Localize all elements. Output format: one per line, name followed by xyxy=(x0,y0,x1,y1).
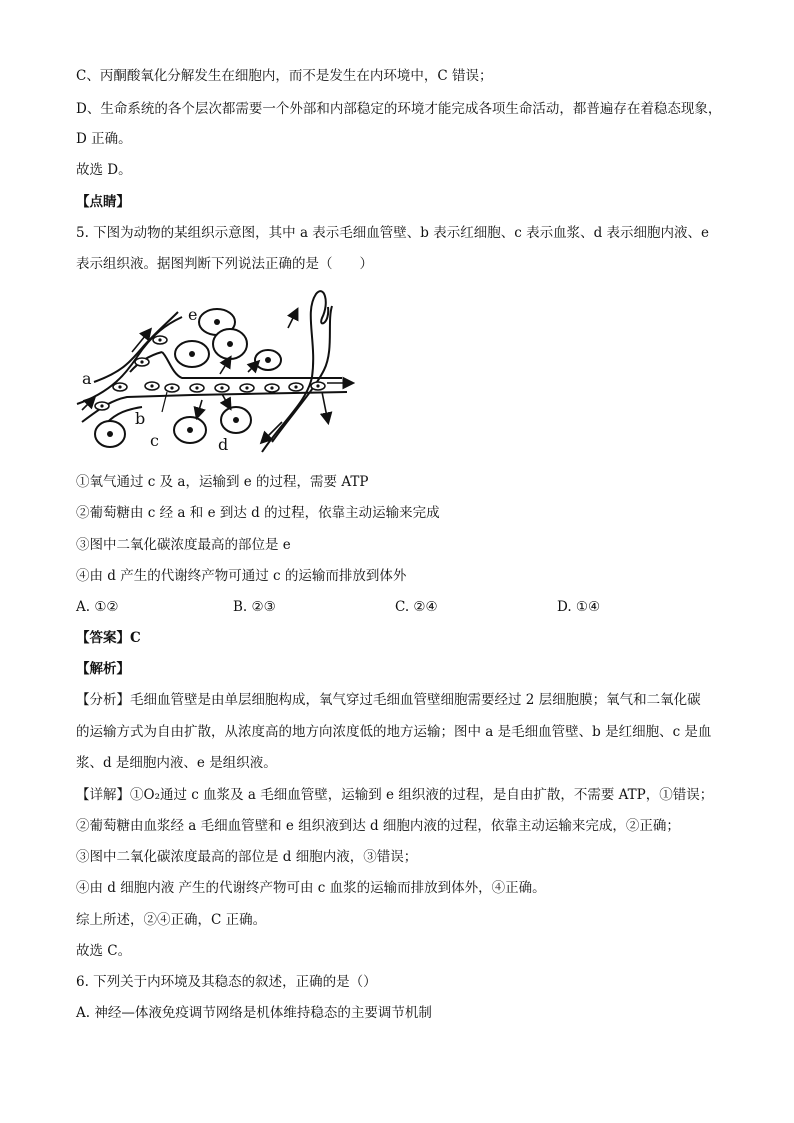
option-a: A. ①② xyxy=(76,599,119,615)
heading-dianjing: 【点睛】 xyxy=(76,194,130,210)
label-b: b xyxy=(135,409,146,428)
statement-1: ①氧气通过 c 及 a，运输到 e 的过程，需要 ATP xyxy=(76,474,369,490)
option-d: D. ①④ xyxy=(557,599,601,615)
detail-3: ③图中二氧化碳浓度最高的部位是 d 细胞内液，③错误； xyxy=(76,849,418,865)
label-a: a xyxy=(82,369,92,388)
label-e: e xyxy=(188,305,198,324)
detail-4: ④由 d 细胞内液 产生的代谢终产物可由 c 血浆的运输而排放到体外，④正确。 xyxy=(76,880,546,896)
line-d-explanation: D、生命系统的各个层次都需要一个外部和内部稳定的环境才能完成各项生命活动，都普遍存在着稳态现象， xyxy=(76,101,722,117)
detail-1: 【详解】①O₂通过 c 血浆及 a 毛细血管壁，运输到 e 组织液的过程，是自由扩散，不需要 ATP，①错误； xyxy=(76,787,714,803)
statement-4: ④由 d 产生的代谢终产物可通过 c 的运输而排放到体外 xyxy=(76,568,407,584)
question-5-stem-2: 表示组织液。据图判断下列说法正确的是（ ） xyxy=(76,256,373,272)
answer-line: 【答案】C xyxy=(76,630,141,646)
line-c-explanation: C、丙酮酸氧化分解发生在细胞内，而不是发生在内环境中，C 错误； xyxy=(76,68,493,84)
line-answer-d: 故选 D。 xyxy=(76,162,132,178)
final-answer: 故选 C。 xyxy=(76,943,132,959)
option-c: C. ②④ xyxy=(395,599,438,615)
analysis-3: 浆、d 是细胞内液、e 是组织液。 xyxy=(76,755,277,771)
summary: 综上所述，②④正确，C 正确。 xyxy=(76,912,267,928)
tissue-diagram xyxy=(72,282,362,454)
analysis-1: 【分析】毛细血管壁是由单层细胞构成，氧气穿过毛细血管壁细胞需要经过 2 层细胞膜；氧气和二氧化碳 xyxy=(76,692,701,708)
label-d: d xyxy=(218,435,229,454)
statement-2: ②葡萄糖由 c 经 a 和 e 到达 d 的过程，依靠主动运输来完成 xyxy=(76,505,440,521)
line-d-correct: D 正确。 xyxy=(76,131,132,147)
question-6-option-a: A. 神经—体液免疫调节网络是机体维持稳态的主要调节机制 xyxy=(76,1005,432,1021)
analysis-heading: 【解析】 xyxy=(76,661,130,677)
detail-2: ②葡萄糖由血浆经 a 毛细血管壁和 e 组织液到达 d 细胞内液的过程，依靠主动运输来完成，②正确； xyxy=(76,818,680,834)
analysis-2: 的运输方式为自由扩散，从浓度高的地方向浓度低的地方运输；图中 a 是毛细血管壁、b 是红细胞、c 是血 xyxy=(76,724,712,740)
question-6-stem: 6. 下列关于内环境及其稳态的叙述，正确的是（） xyxy=(76,974,377,990)
option-b: B. ②③ xyxy=(233,599,276,615)
statement-3: ③图中二氧化碳浓度最高的部位是 e xyxy=(76,537,291,553)
label-c: c xyxy=(150,431,159,450)
question-5-stem-1: 5. 下图为动物的某组织示意图，其中 a 表示毛细血管壁、b 表示红细胞、c 表示血浆、d 表示细胞内液、e xyxy=(76,225,710,241)
